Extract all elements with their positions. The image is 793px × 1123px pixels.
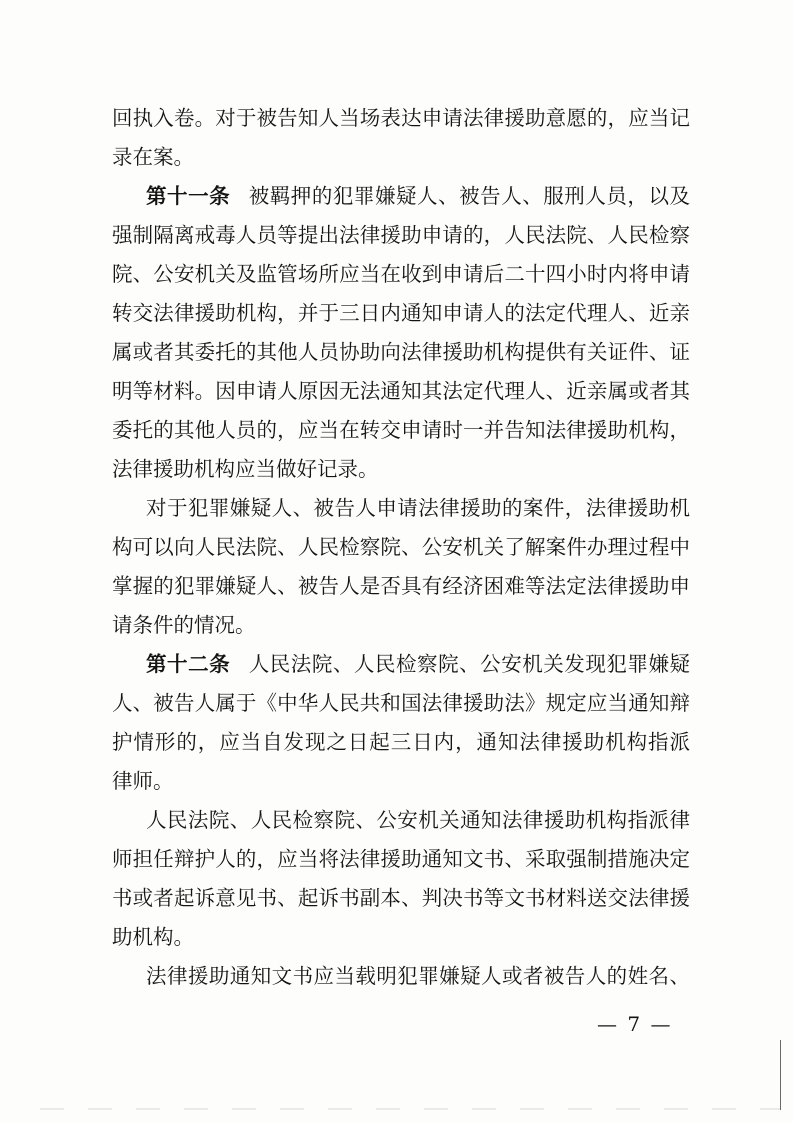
text-line: 请条件的情况。	[112, 613, 256, 637]
scan-noise-strip	[40, 1108, 780, 1110]
text-line: 助机构。	[112, 925, 194, 949]
text-line: 人民法院、人民检察院、公安机关通知法律援助机构指派律	[146, 808, 690, 832]
text-line: 对于犯罪嫌疑人、被告人申请法律援助的案件，法律援助机	[146, 496, 690, 520]
text-line: 掌握的犯罪嫌疑人、被告人是否具有经济困难等法定法律援助申	[112, 574, 690, 598]
text-line: 构可以向人民法院、人民检察院、公安机关了解案件办理过程中	[112, 535, 690, 559]
text-line: 律师。	[112, 769, 174, 793]
text-line: 委托的其他人员的，应当在转交申请时一并告知法律援助机构，	[112, 418, 690, 442]
scan-edge-mark	[780, 1040, 781, 1110]
text-line: 书或者起诉意见书、起诉书副本、判决书等文书材料送交法律援	[112, 886, 690, 910]
article-heading: 第十一条	[146, 184, 231, 208]
text-line: 师担任辩护人的，应当将法律援助通知文书、采取强制措施决定	[112, 847, 690, 871]
article-heading: 第十二条	[146, 652, 231, 676]
text-line: 转交法律援助机构，并于三日内通知申请人的法定代理人、近亲	[112, 301, 690, 325]
text-line: 录在案。	[112, 145, 194, 169]
text-line: 属或者其委托的其他人员协助向法律援助机构提供有关证件、证	[112, 340, 690, 364]
text-line: 法律援助机构应当做好记录。	[112, 457, 379, 481]
text-line: 强制隔离戒毒人员等提出法律援助申请的，人民法院、人民检察	[112, 223, 690, 247]
article-12-line: 第十二条 人民法院、人民检察院、公安机关发现犯罪嫌疑	[146, 652, 691, 676]
text-line: 回执入卷。对于被告知人当场表达申请法律援助意愿的，应当记	[112, 106, 690, 130]
text-line: 人、被告人属于《中华人民共和国法律援助法》规定应当通知辩	[112, 691, 690, 715]
text-line: 明等材料。因申请人原因无法通知其法定代理人、近亲属或者其	[112, 379, 690, 403]
text-line: 院、公安机关及监管场所应当在收到申请后二十四小时内将申请	[112, 262, 690, 286]
article-11-line: 第十一条 被羁押的犯罪嫌疑人、被告人、服刑人员，以及	[146, 184, 691, 208]
text-line: 护情形的，应当自发现之日起三日内，通知法律援助机构指派	[112, 730, 690, 754]
text-line: 法律援助通知文书应当载明犯罪嫌疑人或者被告人的姓名、	[146, 964, 690, 988]
page-number: — 7 —	[597, 1012, 673, 1036]
